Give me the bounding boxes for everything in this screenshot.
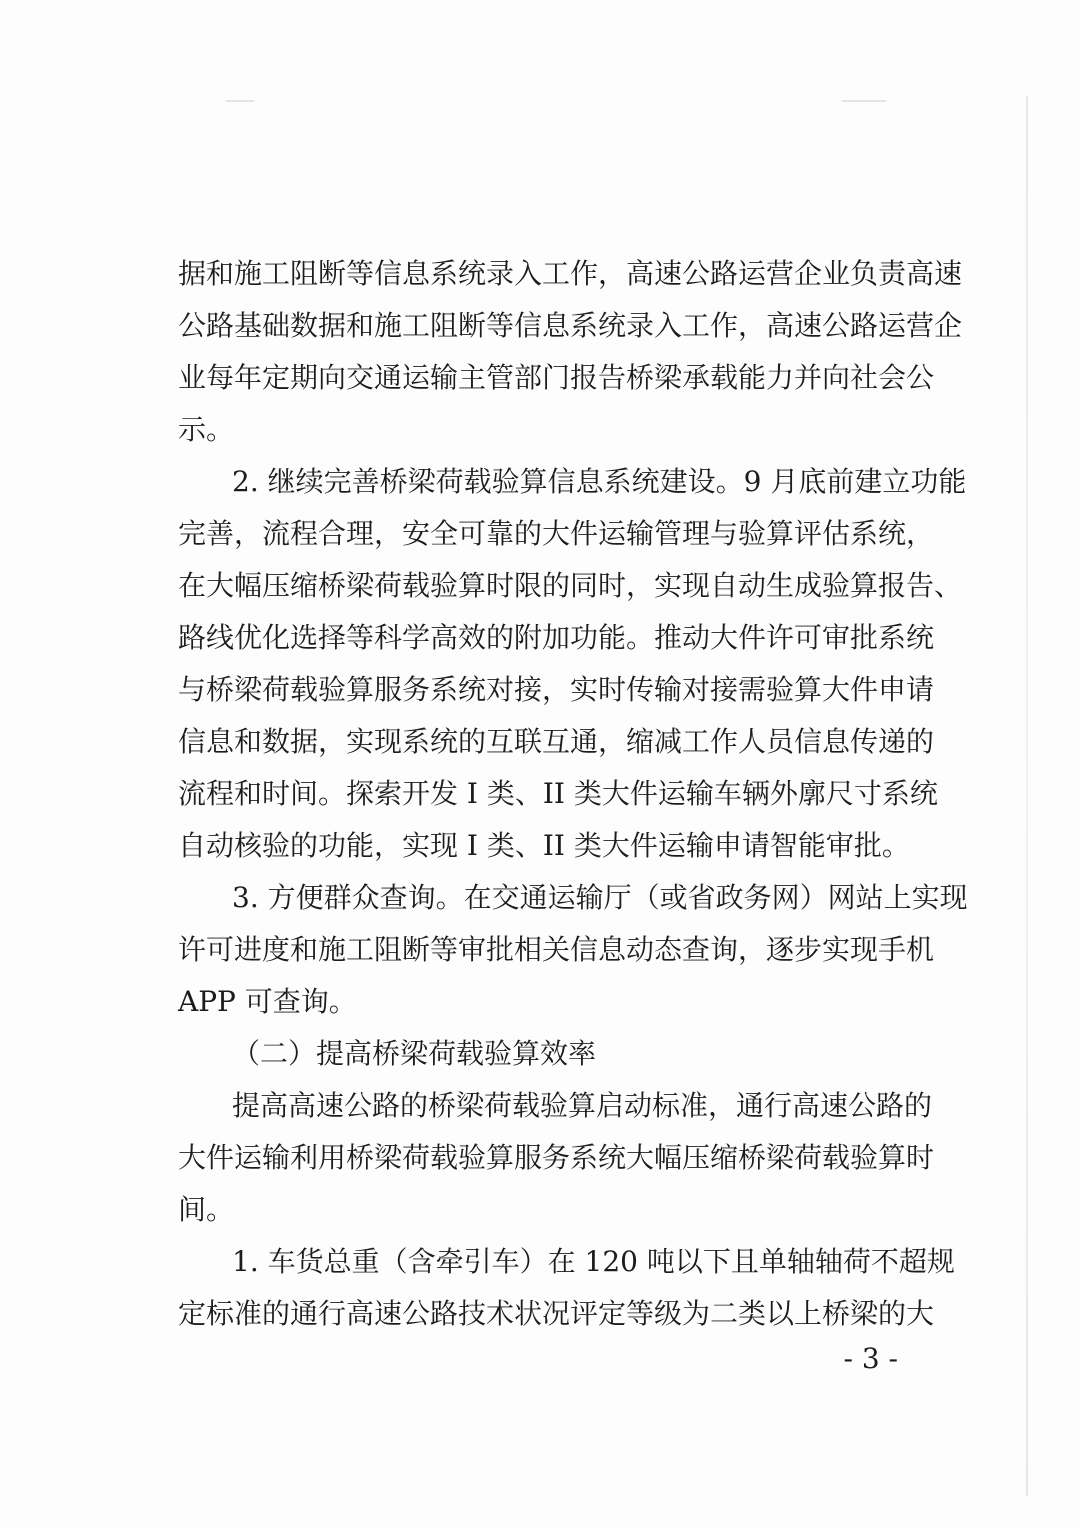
body-text-line: 信息和数据，实现系统的互联互通，缩减工作人员信息传递的	[178, 725, 935, 758]
body-text-line: 业每年定期向交通运输主管部门报告桥梁承载能力并向社会公	[178, 361, 935, 394]
body-text-line: 许可进度和施工阻断等审批相关信息动态查询，逐步实现手机	[178, 933, 935, 966]
body-text-line: 与桥梁荷载验算服务系统对接，实时传输对接需验算大件申请	[178, 673, 935, 706]
body-text-line: 3. 方便群众查询。在交通运输厅（或省政务网）网站上实现	[232, 881, 968, 914]
body-text-line: 定标准的通行高速公路技术状况评定等级为二类以上桥梁的大	[178, 1297, 935, 1330]
body-text-line: 完善，流程合理，安全可靠的大件运输管理与验算评估系统，	[178, 517, 935, 550]
body-text-line: 2. 继续完善桥梁荷载验算信息系统建设。9 月底前建立功能	[232, 465, 967, 498]
body-text-line: 据和施工阻断等信息系统录入工作，高速公路运营企业负责高速	[178, 257, 963, 290]
body-text-line: 提高高速公路的桥梁荷载验算启动标准，通行高速公路的	[232, 1089, 933, 1122]
body-text-line: 路线优化选择等科学高效的附加功能。推动大件许可审批系统	[178, 621, 935, 654]
body-text-line: 间。	[178, 1193, 235, 1226]
body-text-line: 在大幅压缩桥梁荷载验算时限的同时，实现自动生成验算报告、	[178, 569, 963, 602]
body-text-line: 公路基础数据和施工阻断等信息系统录入工作，高速公路运营企	[178, 309, 963, 342]
scan-mark	[842, 100, 886, 102]
body-text-line: 1. 车货总重（含牵引车）在 120 吨以下且单轴轴荷不超规	[232, 1245, 955, 1278]
body-text-line: 示。	[178, 413, 235, 446]
body-text-line: 大件运输利用桥梁荷载验算服务系统大幅压缩桥梁荷载验算时	[178, 1141, 935, 1174]
page-number: - 3 -	[843, 1342, 898, 1375]
section-heading: （二）提高桥梁荷载验算效率	[232, 1037, 597, 1070]
page-right-edge	[1026, 96, 1028, 1496]
scan-mark	[226, 100, 254, 102]
body-text-line: 自动核验的功能，实现 I 类、II 类大件运输申请智能审批。	[178, 829, 910, 862]
body-text-line: 流程和时间。探索开发 I 类、II 类大件运输车辆外廓尺寸系统	[178, 777, 938, 810]
body-text-line: APP 可查询。	[178, 985, 357, 1018]
